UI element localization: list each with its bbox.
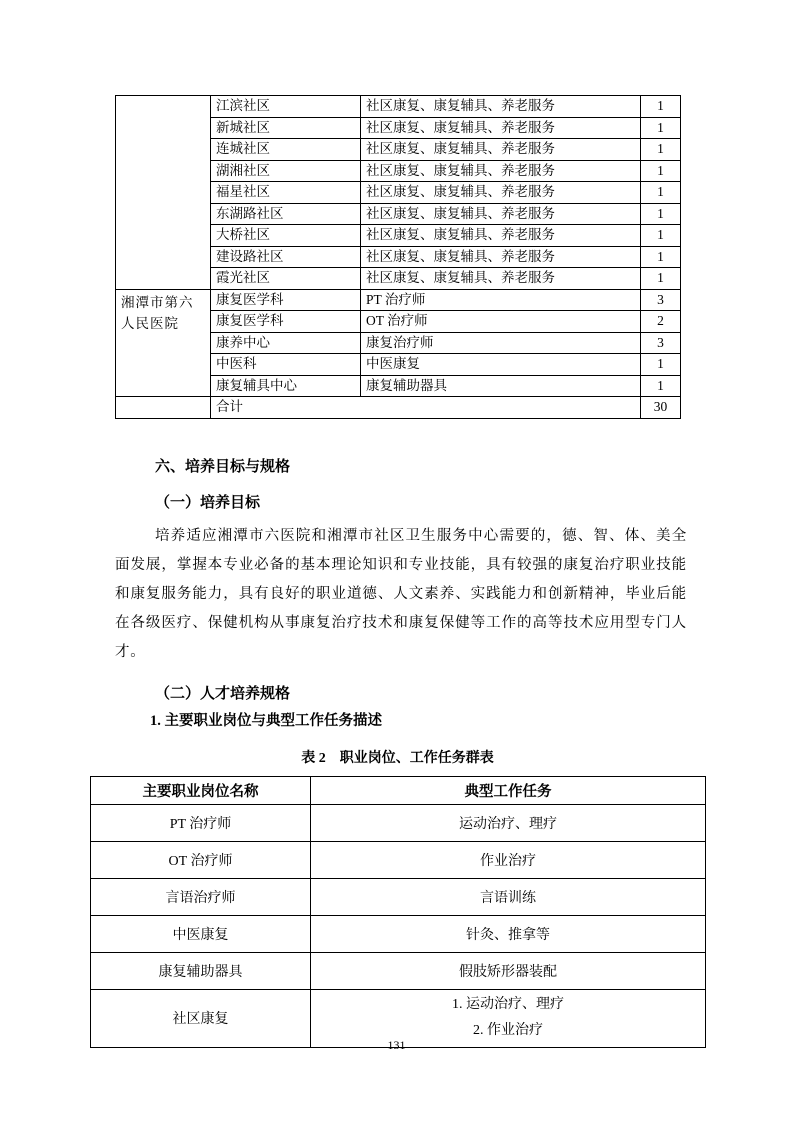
table-row	[116, 289, 681, 311]
org-cell-hospital: 湘潭市第六人民医院	[116, 289, 211, 397]
total-count-cell: 30	[641, 397, 681, 419]
count-cell: 1	[641, 268, 681, 290]
count-cell: 1	[641, 160, 681, 182]
header-tasks: 典型工作任务	[311, 776, 706, 804]
dept-cell: 新城社区	[211, 117, 361, 139]
services-cell: OT 治疗师	[361, 311, 641, 333]
position-cell: PT 治疗师	[91, 804, 311, 841]
tasks-cell: 假肢矫形器装配	[311, 952, 706, 989]
count-cell: 1	[641, 182, 681, 204]
dept-cell: 康复辅具中心	[211, 375, 361, 397]
count-cell: 3	[641, 289, 681, 311]
task-line: 1. 运动治疗、理疗	[452, 997, 564, 1012]
placement-sites-table	[115, 95, 681, 419]
table-row-total	[116, 397, 681, 419]
services-cell: 社区康复、康复辅具、养老服务	[361, 225, 641, 247]
subsection-heading-talent-spec: （二）人才培养规格	[155, 685, 291, 702]
job-positions-table	[90, 776, 706, 1048]
services-cell: 社区康复、康复辅具、养老服务	[361, 182, 641, 204]
count-cell: 1	[641, 246, 681, 268]
count-cell: 1	[641, 354, 681, 376]
total-label-cell: 合计	[211, 397, 641, 419]
table-row	[91, 878, 706, 915]
services-cell: 社区康复、康复辅具、养老服务	[361, 117, 641, 139]
dept-cell: 康复医学科	[211, 311, 361, 333]
services-cell: 社区康复、康复辅具、养老服务	[361, 268, 641, 290]
services-cell: 康复辅助器具	[361, 375, 641, 397]
position-cell: 言语治疗师	[91, 878, 311, 915]
text-block	[115, 455, 687, 730]
table-row	[91, 952, 706, 989]
position-cell: 康复辅助器具	[91, 952, 311, 989]
item-heading-job-positions: 1. 主要职业岗位与典型工作任务描述	[150, 712, 382, 729]
count-cell: 3	[641, 332, 681, 354]
services-cell: 社区康复、康复辅具、养老服务	[361, 139, 641, 161]
position-cell: 社区康复	[91, 989, 311, 1047]
dept-cell: 康复医学科	[211, 289, 361, 311]
dept-cell: 江滨社区	[211, 96, 361, 118]
services-cell: 康复治疗师	[361, 332, 641, 354]
dept-cell: 康养中心	[211, 332, 361, 354]
services-cell: PT 治疗师	[361, 289, 641, 311]
task-line: 2. 作业治疗	[473, 1023, 543, 1038]
count-cell: 1	[641, 203, 681, 225]
table-row	[91, 804, 706, 841]
services-cell: 社区康复、康复辅具、养老服务	[361, 246, 641, 268]
dept-cell: 福星社区	[211, 182, 361, 204]
table-row	[91, 841, 706, 878]
dept-cell: 湖湘社区	[211, 160, 361, 182]
tasks-cell: 运动治疗、理疗	[311, 804, 706, 841]
count-cell: 2	[641, 311, 681, 333]
dept-cell: 连城社区	[211, 139, 361, 161]
services-cell: 社区康复、康复辅具、养老服务	[361, 203, 641, 225]
count-cell: 1	[641, 117, 681, 139]
table-row	[91, 915, 706, 952]
table-row	[116, 96, 681, 118]
tasks-cell: 针灸、推拿等	[311, 915, 706, 952]
count-cell: 1	[641, 225, 681, 247]
dept-cell: 霞光社区	[211, 268, 361, 290]
services-cell: 社区康复、康复辅具、养老服务	[361, 160, 641, 182]
header-position: 主要职业岗位名称	[91, 776, 311, 804]
dept-cell: 中医科	[211, 354, 361, 376]
dept-cell: 建设路社区	[211, 246, 361, 268]
count-cell: 1	[641, 96, 681, 118]
dept-cell: 大桥社区	[211, 225, 361, 247]
org-cell-empty	[116, 96, 211, 290]
table2-caption: 表 2 职业岗位、工作任务群表	[301, 750, 494, 766]
count-cell: 1	[641, 139, 681, 161]
tasks-cell: 作业治疗	[311, 841, 706, 878]
dept-cell: 东湖路社区	[211, 203, 361, 225]
count-cell: 1	[641, 375, 681, 397]
section-heading-goals: 六、培养目标与规格	[155, 458, 291, 475]
subsection-heading-training-goal: （一）培养目标	[155, 494, 261, 511]
training-goal-paragraph: 培养适应湘潭市六医院和湘潭市社区卫生服务中心需要的，德、智、体、美全面发展，掌握本专业必备的基本理论知识和专业技能，具有较强的康复治疗职业技能和康复服务能力，具有良好的职业道德、人文素养、实践能力和创新精神，毕业后能在各级医疗、保健机构从事康复治疗技术和康复保健等工作的高等技术应用型专门人才。	[115, 527, 687, 660]
position-cell: OT 治疗师	[91, 841, 311, 878]
services-cell: 社区康复、康复辅具、养老服务	[361, 96, 641, 118]
page-number: 131	[387, 1038, 406, 1052]
position-cell: 中医康复	[91, 915, 311, 952]
services-cell: 中医康复	[361, 354, 641, 376]
table-header-row	[91, 776, 706, 804]
tasks-cell: 言语训练	[311, 878, 706, 915]
total-empty-cell	[116, 397, 211, 419]
